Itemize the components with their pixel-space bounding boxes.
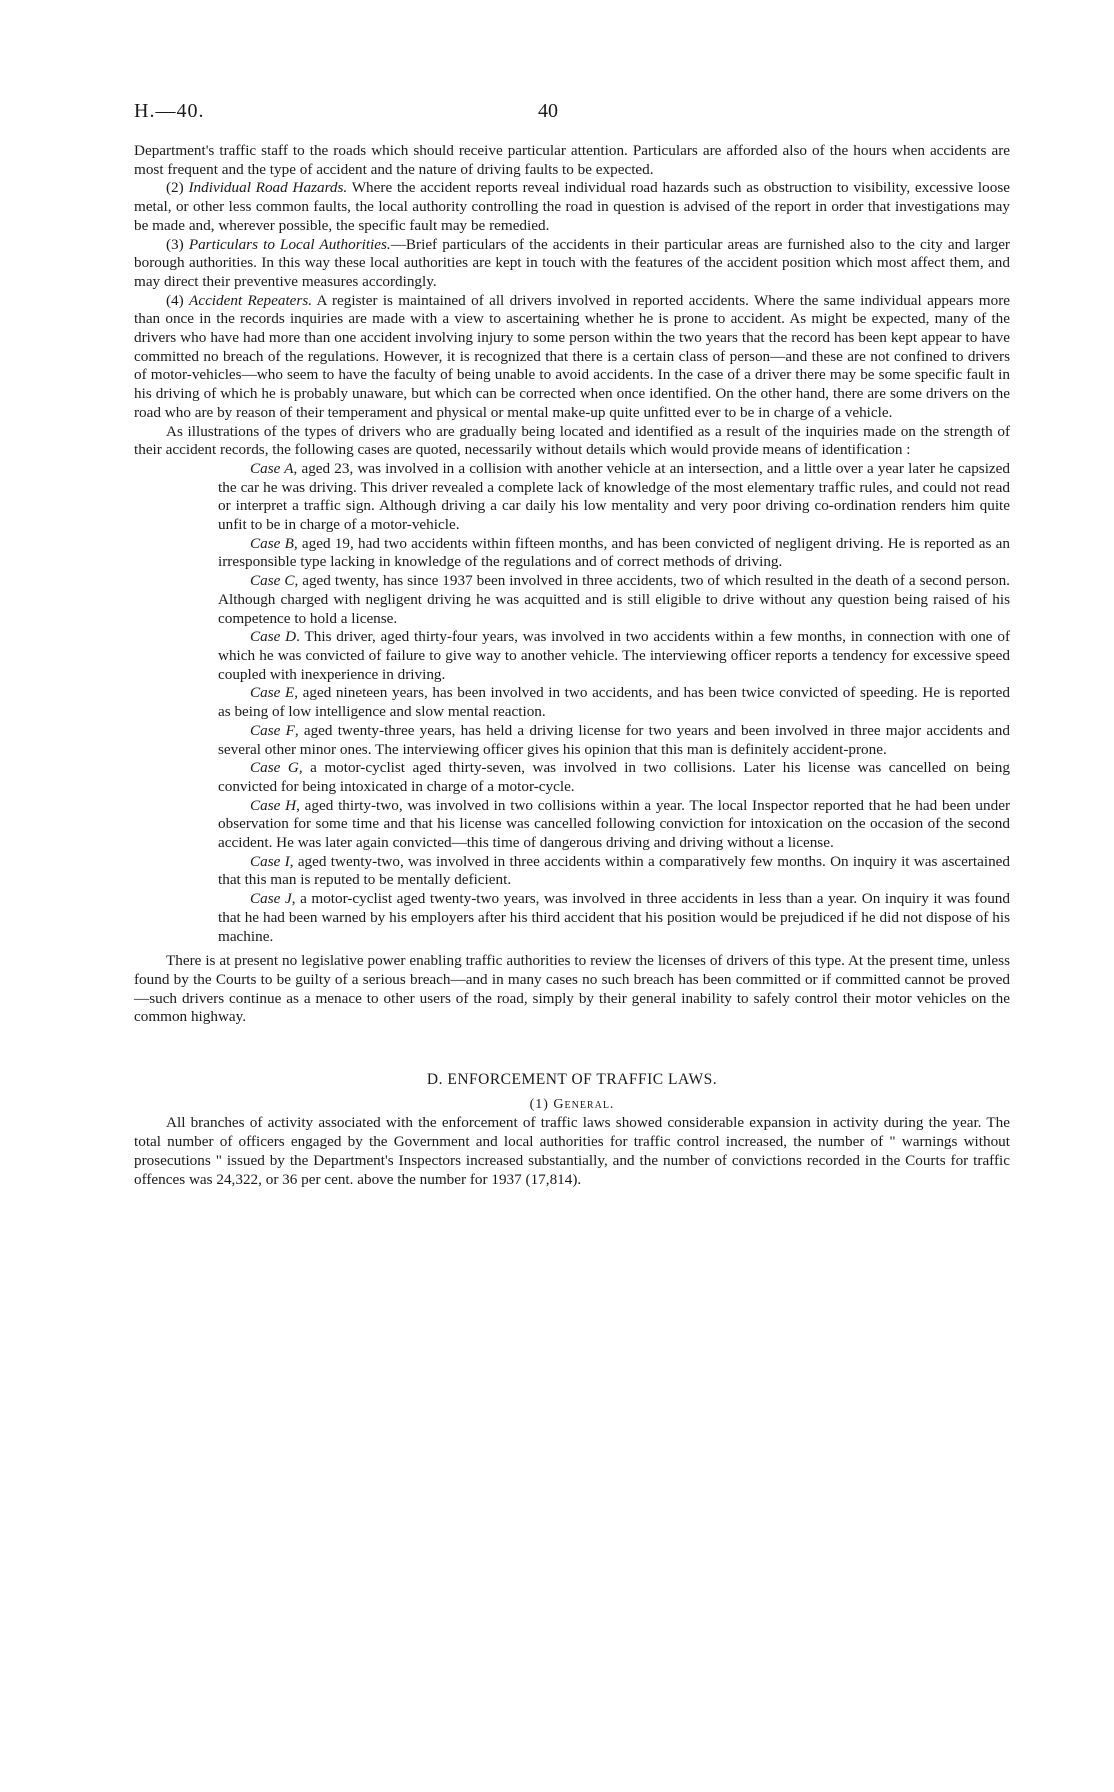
case-label: Case A [250, 459, 294, 477]
paragraph-text: All branches of activity associated with the enforcement of traffic laws showed considerable expansion in activity during the year. The total number of officers engaged by the Government and local authorities for traffic control increased, the number of " warnings without prosecutions " issued by the Department's Inspectors increased substantially, and the number of convictions recorded in the Courts for traffic offences was 24,322, or 36 per cent. above the number for 1937 (17,814). [134, 1114, 1010, 1188]
case-item [218, 572, 1010, 628]
case-label: Case I [250, 852, 290, 870]
case-label: Case F [250, 721, 295, 739]
case-text: , aged thirty-two, was involved in two collisions within a year. The local Inspector reported that he had been under observation for some time and that his license was cancelled following conviction for intoxication on the occasion of the second accident. He was later again convicted—this time of dangerous driving and driving without a license. [218, 796, 1011, 852]
case-text: , aged twenty-two, was involved in three accidents within a comparatively few months. On inquiry it was ascertained that this man is reputed to be mentally deficient. [218, 852, 1011, 889]
case-item [218, 853, 1010, 890]
paragraph-particulars-local-authorities [134, 236, 1010, 292]
paragraph-number: (3) [166, 235, 189, 253]
paragraph-continuation [134, 142, 1010, 179]
paragraph-text: A register is maintained of all drivers involved in reported accidents. Where the same individual appears more than once in the records inquiries are made with a view to ascertaining whether he is prone to accident. As might be expected, many of the drivers who have had more than one accident involving injury to some person within the two years that the record has been kept appear to have committed no breach of the regulations. However, it is recognized that there is a certain class of person—and these are not confined to drivers of motor-vehicles—who seem to have the faculty of being unable to avoid accidents. In the case of a driver there may be some specific fault in his driving of which he is probably unaware, but which can be corrected when once identified. On the other hand, there are some drivers on the road who are by reason of their temperament and physical or mental make-up quite unfitted ever to be in charge of a vehicle. [134, 291, 1010, 421]
case-list [218, 460, 1010, 946]
case-item [218, 628, 1010, 684]
case-label: Case B [250, 534, 294, 552]
paragraph-closing [134, 952, 1010, 1027]
case-item [218, 460, 1010, 535]
paragraph-text: There is at present no legislative power enabling traffic authorities to review the licenses of drivers of this type. At the present time, unless found by the Courts to be guilty of a serious breach—and in many cases no such breach has been committed or if committed cannot be proved—such drivers continue as a menace to other users of the road, simply by their general inability to safely control their motor vehicles on the common highway. [134, 952, 1010, 1026]
case-text: , aged 23, was involved in a collision with another vehicle at an intersection, and a little over a year later he capsized the car he was driving. This driver revealed a complete lack of knowledge of the most elementary traffic rules, and could not read or interpret a traffic sign. Although driving a car daily his low mentality and very poor driving co-ordination renders him quite unfit to be in charge of a motor-vehicle. [218, 459, 1010, 534]
case-text: . This driver, aged thirty-four years, was involved in two accidents within a few months, in connection with one of which he was convicted of failure to give way to another vehicle. The interviewing officer reports a tendency for excessive speed coupled with inexperience in driving. [218, 628, 1010, 683]
paragraph-text: Department's traffic staff to the roads which should receive particular attention. Particulars are afforded also of the hours when accidents are most frequent and the type of accident and the nature of driving faults to be expected. [134, 142, 1010, 178]
case-label: Case E [250, 684, 295, 702]
case-label: Case D [250, 628, 297, 646]
case-text: , a motor-cyclist aged thirty-seven, was involved in two collisions. Later his license was cancelled on being convicted for being intoxicated in charge of a motor-cycle. [218, 759, 1010, 795]
case-label: Case J [250, 890, 292, 908]
paragraph-individual-road-hazards [134, 179, 1010, 235]
case-label: Case C [250, 572, 295, 590]
paragraph-accident-repeaters [134, 292, 1010, 423]
case-label: Case H [250, 796, 297, 814]
case-item [218, 535, 1010, 572]
paragraph-heading: Particulars to Local Authorities. [188, 235, 391, 253]
case-text: , aged nineteen years, has been involved in two accidents, and has been twice convicted of speeding. He is reported as being of low intelligence and slow mental reaction. [218, 684, 1010, 721]
case-item [218, 722, 1010, 759]
paragraph-heading: Individual Road Hazards. [188, 179, 348, 197]
paragraph-text: Where the accident reports reveal individual road hazards such as obstruction to visibility, excessive loose metal, or other less common faults, the local authority controlling the road in question is advised of the report in order that investigations may be made and, wherever possible, the specific fault may be remedied. [134, 179, 1010, 234]
case-item [218, 684, 1010, 721]
case-item [218, 759, 1010, 796]
subsection-heading: (1) General. [529, 1096, 615, 1112]
page-number: 40 [538, 100, 558, 122]
case-text: , a motor-cyclist aged twenty-two years, was involved in three accidents in less than a year. On inquiry it was found that he had been warned by his employers after his third accident that his position would be prejudiced if he did not dispose of his machine. [218, 890, 1010, 945]
paragraph-text: As illustrations of the types of drivers who are gradually being located and identified as a result of the inquiries made on the strength of their accident records, the following cases are quoted, necessarily without details which would provide means of identification : [134, 422, 1010, 459]
paragraph-text: —Brief particulars of the accidents in their particular areas are furnished also to the city and larger borough authorities. In this way these local authorities are kept in touch with the features of the accident position which most affect them, and may direct their preventive measures accordingly. [134, 235, 1010, 290]
case-label: Case G [250, 759, 299, 777]
paragraph-illustrations-intro [134, 423, 1010, 460]
paragraph-number: (4) [166, 291, 190, 309]
case-text: , aged 19, had two accidents within fifteen months, and has been convicted of negligent driving. He is reported as an irresponsible type lacking in knowledge of the regulations and of correct methods of driving. [218, 534, 1010, 571]
case-item [218, 890, 1010, 946]
document-body [134, 142, 1010, 1189]
document-reference: H.—40. [134, 100, 205, 122]
section-heading: D. ENFORCEMENT OF TRAFFIC LAWS. [426, 1071, 718, 1089]
paragraph-number: (2) [166, 179, 189, 197]
case-item [218, 797, 1010, 853]
case-text: , aged twenty, has since 1937 been involved in three accidents, two of which resulted in the death of a second person. Although charged with negligent driving he was acquitted and is still eligible to drive without any question being raised of his competence to hold a license. [218, 572, 1010, 627]
case-text: , aged twenty-three years, has held a driving license for two years and been involved in three major accidents and several other minor ones. The interviewing officer gives his opinion that this man is definitely accident-prone. [218, 721, 1010, 758]
paragraph-enforcement-general [134, 1114, 1010, 1189]
paragraph-heading: Accident Repeaters. [189, 291, 313, 309]
